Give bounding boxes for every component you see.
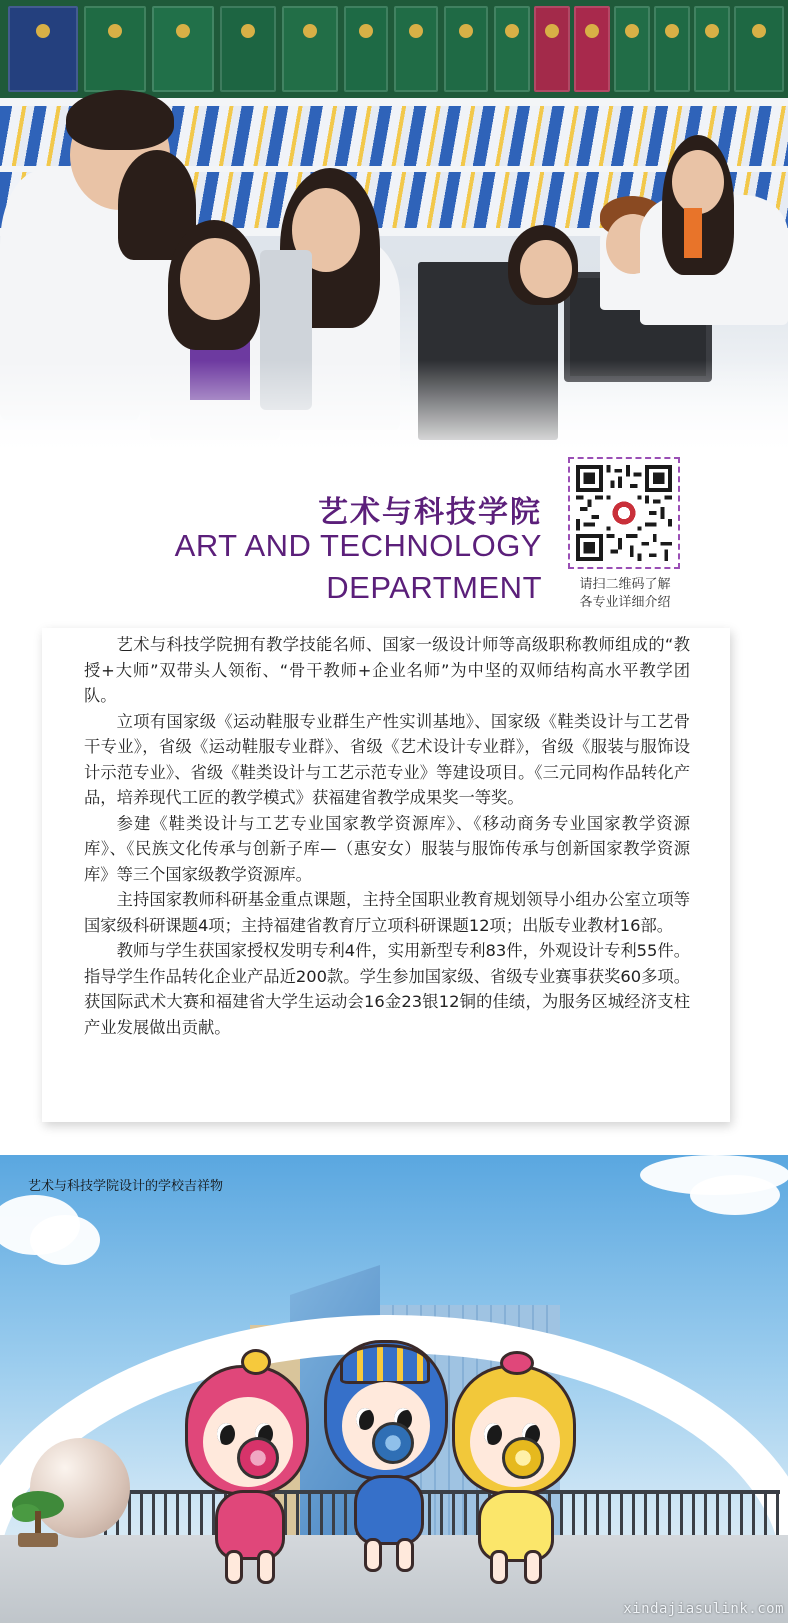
qr-code-icon [576,465,672,561]
page-title-en-line1: ART AND TECHNOLOGY [174,528,542,563]
qr-caption-line2: 各专业详细介绍 [579,595,671,610]
page-title-en-line2: DEPARTMENT [326,570,542,605]
paragraph-projects: 立项有国家级《运动鞋服专业群生产性实训基地》、国家级《鞋类设计与工艺骨干专业》，省级《运动鞋服专业群》、省级《艺术设计专业群》，省级《服装与服饰设计示范专业》、省级《鞋类设计与工艺示范专业》等建设项目。《三元同构作品转化产品，培养现代工匠的教学模式》获福建省教学成果奖一等奖。 [84,711,690,807]
qr-caption-line1: 请扫二维码了解 [579,577,671,592]
mascot-caption: 艺术与科技学院设计的学校吉祥物 [28,1179,224,1194]
bonsai-icon [8,1487,68,1551]
qr-caption [560,576,690,612]
page-title-cn: 艺术与科技学院 [318,495,542,530]
hero-lab-photo [0,0,788,460]
mascot-yellow [450,1345,580,1595]
certificate-shelf [0,0,788,100]
intro-text-card [42,628,730,1122]
mascot-blue [320,1330,450,1585]
mascot-illustration [0,1155,788,1623]
paragraph-research: 主持国家教师科研基金重点课题，主持全国职业教育规划领导小组办公室立项等国家级科研课题4项；主持福建省教育厅立项科研课题12项；出版专业教材16部。 [84,890,690,935]
watermark: xindajiasulink.com [623,1601,784,1617]
qr-code[interactable] [568,457,680,569]
mascot-pink [185,1345,315,1595]
paragraph-resource-libraries: 参建《鞋类设计与工艺专业国家教学资源库》、《移动商务专业国家教学资源库》、《民族文化传承与创新子库—（惠安女）服装与服饰传承与创新国家教学资源库》等三个国家级教学资源库。 [84,813,690,884]
paragraph-achievements: 教师与学生获国家授权发明专利4件，实用新型专利83件，外观设计专利55件。指导学生作品转化企业产品近200款。学生参加国家级、省级专业赛事获奖60多项。获国际武术大赛和福建省大学生运动会16金23银12铜的佳绩，为服务区城经济支柱产业发展做出贡献。 [84,941,690,1037]
paragraph-team: 艺术与科技学院拥有教学技能名师、国家一级设计师等高级职称教师组成的“教授+大师”双带头人领衔、“骨干教师+企业名师”为中坚的双师结构高水平教学团队。 [84,635,690,705]
